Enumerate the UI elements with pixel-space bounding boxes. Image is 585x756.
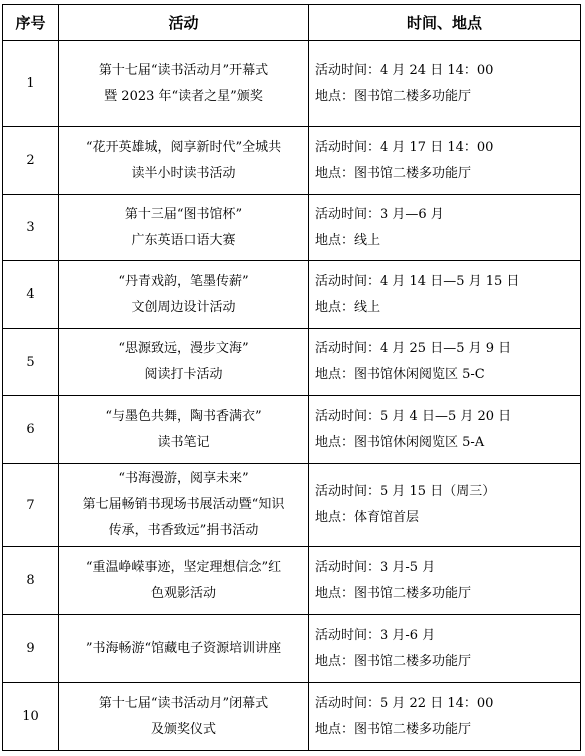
activity-line: 第十三届“图书馆杯” [124,206,243,222]
activity-line: 读书笔记 [157,434,210,450]
table-row [3,547,581,615]
activity-line: “丹青戏韵，笔墨传薪” [118,273,249,289]
activity-place: 地点：体育馆首层 [315,510,420,525]
activity-place: 地点：图书馆二楼多功能厅 [315,88,472,104]
time-place-cell [309,195,581,261]
time-place-cell [309,127,581,195]
activity-cell [59,547,309,615]
activity-cell [59,261,309,329]
activity-schedule-table [2,4,581,751]
activity-line: 传承，书香致远”捐书活动 [108,523,259,538]
header-num: 序号 [3,5,59,41]
row-number: 1 [3,41,59,127]
table-row [3,464,581,547]
activity-time: 活动时间：5 月 15 日（周三） [315,484,496,499]
header-row [3,5,581,41]
activity-line: 读半小时读书活动 [131,165,236,181]
activity-line: 第十七届“读书活动月”开幕式 [98,62,269,78]
activity-place: 地点：图书馆二楼多功能厅 [315,585,472,601]
activity-cell [59,329,309,396]
activity-line: 广东英语口语大赛 [131,232,236,248]
activity-cell [59,464,309,547]
row-number: 8 [3,547,59,615]
activity-cell [59,615,309,683]
activity-place: 地点：图书馆二楼多功能厅 [315,653,472,669]
time-place-cell [309,41,581,127]
time-place-cell [309,464,581,547]
row-number: 5 [3,329,59,396]
header-time-place: 时间、地点 [309,5,581,41]
activity-time: 活动时间：5 月 4 日—5 月 20 日 [315,408,512,424]
activity-line: “与墨色共舞，陶书香满衣” [105,408,262,424]
table-row [3,396,581,464]
activity-place: 地点：图书馆休闲阅览区 5-C [315,367,485,382]
activity-place: 地点：图书馆二楼多功能厅 [315,721,472,737]
activity-line: 色观影活动 [150,585,216,601]
table-row [3,195,581,261]
activity-cell [59,396,309,464]
time-place-cell [309,547,581,615]
activity-cell [59,683,309,751]
activity-line: “书海漫游，阅享未来” [118,471,249,486]
activity-place: 地点：图书馆休闲阅览区 5-A [315,434,485,450]
time-place-cell [309,615,581,683]
activity-cell [59,127,309,195]
activity-time: 活动时间：4 月 25 日—5 月 9 日 [315,341,512,356]
table-row [3,127,581,195]
activity-place: 地点：线上 [315,299,381,315]
row-number: 6 [3,396,59,464]
activity-line: 暨 2023 年“读者之星”颁奖 [104,88,263,104]
table-row [3,329,581,396]
time-place-cell [309,329,581,396]
row-number: 4 [3,261,59,329]
row-number: 2 [3,127,59,195]
time-place-cell [309,396,581,464]
activity-line: 第十七届“读书活动月”闭幕式 [98,695,269,711]
activity-time: 活动时间：4 月 24 日 14：00 [315,62,494,78]
table-row [3,41,581,127]
activity-time: 活动时间：3 月-6 月 [315,627,436,643]
activity-cell [59,195,309,261]
activity-time: 活动时间：4 月 14 日—5 月 15 日 [315,273,520,289]
table-body [3,41,581,751]
activity-time: 活动时间：3 月-5 月 [315,559,436,575]
activity-line: 及颁奖仪式 [150,721,216,737]
activity-line: “思源致远，漫步文海” [118,341,249,356]
activity-time: 活动时间：4 月 17 日 14：00 [315,139,494,155]
activity-line: “重温峥嵘事迹，坚定理想信念”红 [85,559,282,575]
time-place-cell [309,683,581,751]
activity-line: 第七届畅销书现场书展活动暨“知识 [82,497,285,512]
activity-cell [59,41,309,127]
activity-line: 文创周边设计活动 [131,299,236,315]
table-row [3,615,581,683]
activity-line: “花开英雄城，阅享新时代”全城共 [85,139,282,155]
row-number: 9 [3,615,59,683]
table-row [3,683,581,751]
time-place-cell [309,261,581,329]
activity-place: 地点：图书馆二楼多功能厅 [315,165,472,181]
row-number: 3 [3,195,59,261]
activity-line: ”书海畅游“馆藏电子资源培训讲座 [85,640,282,656]
header-activity: 活动 [59,5,309,41]
activity-place: 地点：线上 [315,232,381,248]
row-number: 7 [3,464,59,547]
activity-time: 活动时间：3 月—6 月 [315,206,444,222]
table-row [3,261,581,329]
activity-line: 阅读打卡活动 [144,367,223,382]
activity-time: 活动时间：5 月 22 日 14：00 [315,695,494,711]
row-number: 10 [3,683,59,751]
